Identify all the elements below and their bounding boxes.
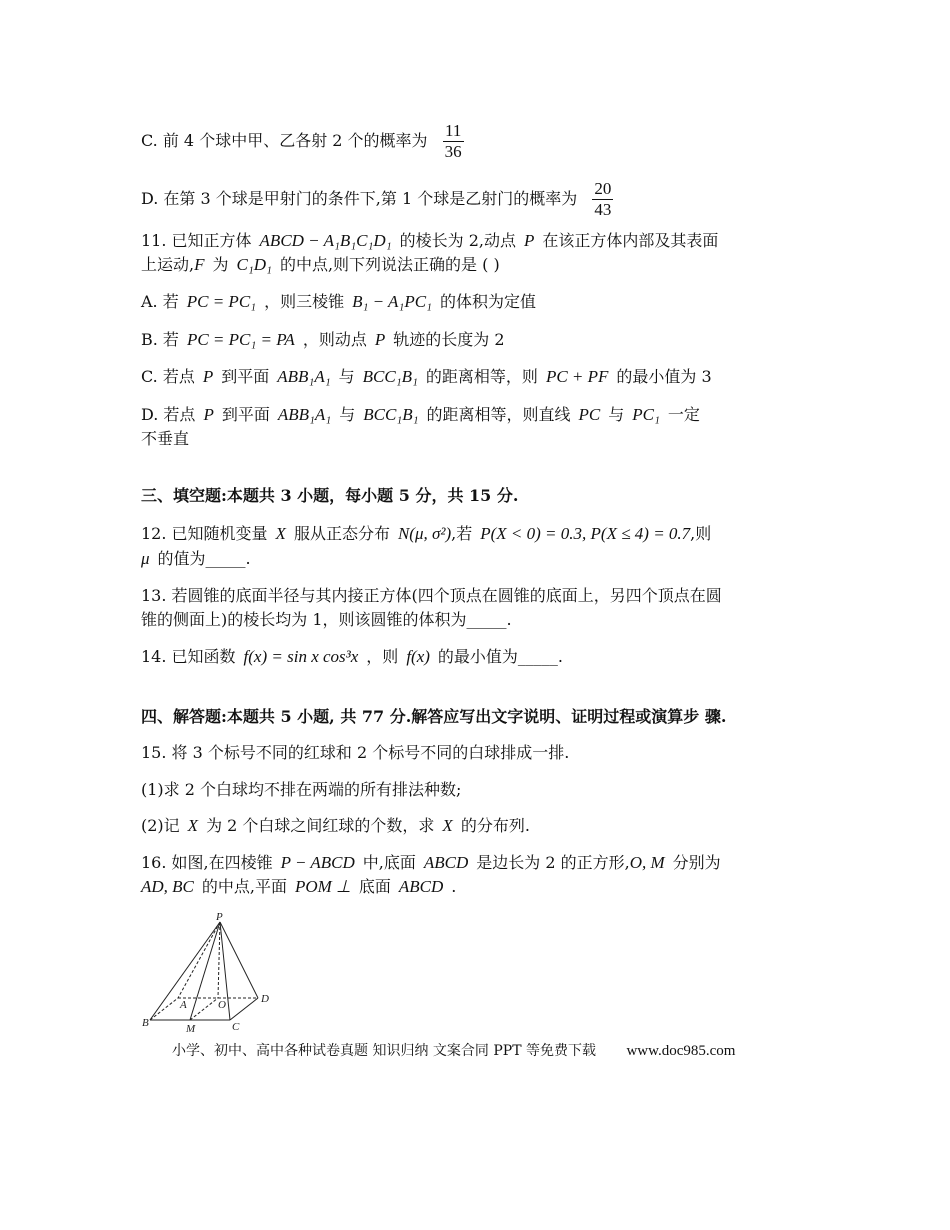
section-4-heading: 四、解答题:本题共 5 小题, 共 77 分.解答应写出文字说明、证明过程或演算步 骤. <box>141 707 727 726</box>
q14-line: 14. 已知函数 f(x) = sin x cos³x ，则 f(x) 的最小值为_____. <box>141 647 563 666</box>
q15-part1: (1)求 2 个白球均不排在两端的所有排法种数; <box>141 780 462 799</box>
q11-option-d: D. 若点 P 到平面 ABB₁A₁ 与 BCC₁B₁ 的距离相等，则直线 PC 与 PC₁ 一定 <box>141 405 700 424</box>
footer-url: www.doc985.com <box>626 1043 736 1059</box>
label-B: B <box>142 1017 149 1029</box>
edge-CD <box>230 998 258 1020</box>
edge-MO <box>190 998 218 1020</box>
label-D: D <box>261 993 269 1005</box>
q11-stem-line2: 上运动,F 为 C₁D₁ 的中点,则下列说法正确的是 ( ) <box>141 255 500 274</box>
page-footer <box>172 1040 735 1060</box>
q11-stem-line1: 11. 已知正方体 ABCD − A₁B₁C₁D₁ 的棱长为 2,动点 P 在该正方体内部及其表面 <box>141 231 719 250</box>
edge-PO <box>218 922 220 998</box>
q15-part2: (2)记 X 为 2 个白球之间红球的个数，求 X 的分布列. <box>141 816 530 835</box>
q11-option-c: C. 若点 P 到平面 ABB₁A₁ 与 BCC₁B₁ 的距离相等，则 PC + PF 的最小值为 3 <box>141 367 712 386</box>
edge-BA <box>150 998 178 1020</box>
label-C: C <box>232 1021 240 1033</box>
label-A: A <box>180 999 187 1011</box>
pyramid-figure <box>140 910 290 1035</box>
fraction: $\frac{11}{36}$ <box>444 121 462 161</box>
q10-option-c: C. 前 4 个球中甲、乙各射 2 个的概率为 $\frac{11}{36}$ <box>141 121 462 161</box>
label-O: O <box>218 999 226 1011</box>
edge-PA <box>178 922 220 998</box>
q16-line2: AD, BC 的中点,平面 POM ⊥ 底面 ABCD . <box>141 877 457 896</box>
label-P: P <box>216 911 223 923</box>
edge-PD <box>220 922 258 998</box>
q10-option-d: D. 在第 3 个球是甲射门的条件下,第 1 个球是乙射门的概率为 $\frac{20}{43}$ <box>141 179 612 219</box>
q13-line1: 13. 若圆锥的底面半径与其内接正方体(四个顶点在圆锥的底面上，另四个顶点在圆 <box>141 586 722 605</box>
q16-line1: 16. 如图,在四棱锥 P − ABCD 中,底面 ABCD 是边长为 2 的正方形,O, M 分别为 <box>141 853 721 872</box>
q13-line2: 锥的侧面上)的棱长均为 1，则该圆锥的体积为_____. <box>141 610 512 629</box>
q12-line1: 12. 已知随机变量 X 服从正态分布 N(μ, σ²),若 P(X < 0) = 0.3, P(X ≤ 4) = 0.7,则 <box>141 524 712 543</box>
section-3-heading: 三、填空题:本题共 3 小题，每小题 5 分，共 15 分. <box>141 486 519 505</box>
q11-option-a: A. 若 PC = PC₁ ，则三棱锥 B₁ − A₁PC₁ 的体积为定值 <box>141 292 536 311</box>
q12-line2: μ 的值为_____. <box>141 549 251 568</box>
edge-PM <box>190 922 220 1020</box>
footer-text: 小学、初中、高中各种试卷真题 知识归纳 文案合同 PPT 等免费下载 <box>172 1043 596 1059</box>
q11-option-b: B. 若 PC = PC₁ = PA ，则动点 P 轨迹的长度为 2 <box>141 330 505 349</box>
label-M: M <box>186 1023 196 1035</box>
q11-option-d-line2: 不垂直 <box>141 429 190 448</box>
q15-line1: 15. 将 3 个标号不同的红球和 2 个标号不同的白球排成一排. <box>141 743 570 762</box>
fraction: $\frac{20}{43}$ <box>594 179 612 219</box>
